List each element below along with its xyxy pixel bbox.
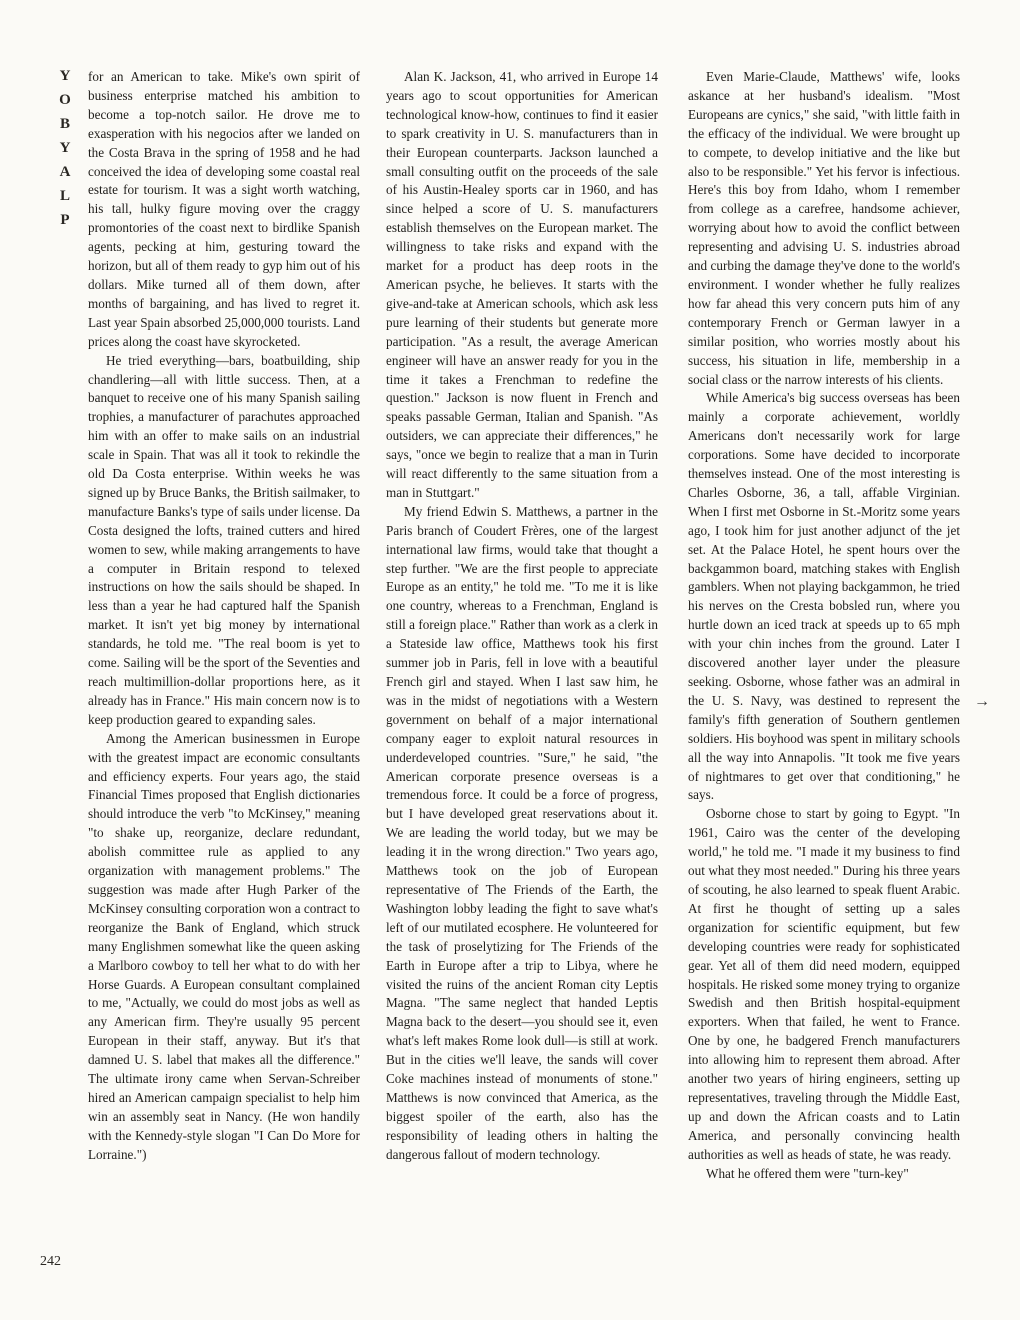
magazine-title-letter: P (60, 212, 70, 228)
paragraph: for an American to take. Mike's own spirit of business enterprise matched his ambition to become a top-notch sailor. He drove me to exasperation with his negocios after we landed on the Costa Brava in the spring of 1958 and he had conceived the idea of developing some coastal real estate for tourism. It was a sight worth watching, his tall, hulky figure moving over the craggy promontories of the coast next to birdlike Spanish agents, pecking at him, gesturing toward the horizon, but all of them ready to gyp him out of his dollars. Mike turned all of them down, after months of bargaining, and has lived to regret it. Last year Spain absorbed 25,000,000 tourists. Land prices along the coast have skyrocketed. (88, 69, 360, 349)
text-column-1 (88, 68, 360, 1284)
magazine-title-letter: O (59, 92, 71, 108)
magazine-title-letter: B (59, 116, 70, 132)
text-column-2 (386, 68, 658, 1284)
paragraph: While America's big success overseas has been mainly a corporate achievement, worldly Americans don't necessarily work for large corporations. Some have decided to incorporate themselves instead. One of the most interesting is Charles Osborne, 36, a tall, affable Virginian. When I first met Osborne in St.-Moritz some years ago, I took him for just another adjunct of the jet set. At the Palace Hotel, he spent hours over the backgammon board, matching stakes with English gamblers. When not playing backgammon, he tried his nerves on the Cresta bobsled run, where you hurtle down an iced track at speeds up to 65 mph with your chin inches from the ground. Later I discovered another layer under the pleasure seeking. Osborne, whose father was an admiral in the U. S. Navy, was destined to represent the family's fifth generation of Southern gentlemen soldiers. His boyhood was spent in military schools all the way into Annapolis. "It took me five years of nightmares to get over that conditioning," he says. (688, 390, 960, 803)
magazine-title-letter: A (59, 164, 71, 180)
paragraph: What he offered them were "turn-key" (706, 1165, 909, 1181)
page-number: 242 (40, 1254, 61, 1269)
paragraph: My friend Edwin S. Matthews, a partner in the Paris branch of Coudert Frères, one of the largest international law firms, would take that thought a step further. "We are the first people to appreciate Europe as an entity," he told me. "To me it is like one country, whereas to a Frenchman, England is still a foreign place." Rather than work as a clerk in a Stateside law office, Matthews took his first summer job in Paris, fell in love with a beautiful French girl and stayed. When I last saw him, he was in the midst of negotiations with a Western government on behalf of a major international company eager to exploit natural resources in underdeveloped countries. "Sure," he said, "the American corporate presence overseas is a tremendous force. It could be a force of progress, but I have developed great reservations about it. We are leading the world today, but we may be leading it in the wrong direction." Two years ago, Matthews took on the job of European representative of The Friends of the Earth, the Washington lobby leading the fight to save what's left of our mutilated ecosphere. He volunteered for the task of proselytizing for The Friends of the Earth in Europe after a trip to Libya, where he visited the ruins of the ancient Roman city Leptis Magna. "The same neglect that handed Leptis Magna back to the desert—you should see it, even what's left makes Rome look dull—is still at work. But in the cities we'll leave, the sands will cover Coke machines instead of monuments of stone." Matthews is now convinced that America, as the biggest spoiler of the earth, also has the responsibility of leading others in halting the dangerous fallout of modern technology. (386, 503, 658, 1162)
paragraph: Osborne chose to start by going to Egypt. "In 1961, Cairo was the center of the developing world," he told me. "I made it my business to find out what they most needed." During his three years of scouting, he also learned to speak fluent Arabic. At first he thought of setting up a sales organization for scientific equipment, but few developing countries were ready for sophisticated gear. Yet all of them did need modern, equipped hospitals. He risked some money trying to organize Swedish and then British hospital-equipment exporters. When that failed, he went to France. One by one, he badgered French manufacturers into allowing him to represent them abroad. After another two years of hiring engineers, setting up representatives, traveling through the Middle East, up and down the African coasts and to Latin America, and personally convincing health authorities as well as heads of state, he was ready. (688, 806, 960, 1162)
paragraph: He tried everything—bars, boatbuilding, ship chandlering—all with little success. Then, at a banquet to receive one of his many Spanish sailing trophies, a manufacturer of parachutes approached him with an offer to make sails on an industrial scale in Spain. That was all it took to rekindle the old Da Costa enterprise. Within weeks he was signed up by Bruce Banks, the British sailmaker, to manufacture Banks's type of sails under license. Da Costa designed the lofts, trained cutters and hired women to sew, while making arrangements to have a computer in Britain respond to telexed instructions on how the sails should be shaped. In less than a year he had captured half the Spanish market. It isn't yet big money by international standards, he told me. "The real boom is yet to come. Sailing will be the sport of the Seventies and reach multimillion-dollar proportions here, as it already has in France." His main concern now is to keep production geared to expanding sales. (88, 352, 360, 727)
arrow-icon: → (974, 693, 990, 710)
paragraph: Among the American businessmen in Europe with the greatest impact are economic consultants and efficiency experts. Four years ago, the staid Financial Times proposed that English dictionaries should introduce the verb "to McKinsey," meaning "to shake up, reorganize, declare redundant, abolish committee rule as applied to any organization with management problems." The suggestion was made after Hugh Parker of the McKinsey consulting corporation won a contract to reorganize the Bank of England, which struck many Englishmen somewhat like the queen asking a Marlboro cowboy to tell her what to do with her Horse Guards. A European consultant complained to me, "Actually, we could do most jobs as well as any American firm. They're usually 95 percent European in their staff, anyway. But it's that damned U. S. label that makes all the difference." The ultimate irony came when Servan-Schreiber hired an American campaign specialist to help him win an assembly seat in Nancy. (He won handily with the Kennedy-style slogan "I Can Do More for Lorraine.") (88, 730, 360, 1162)
magazine-title (56, 64, 74, 232)
paragraph: Alan K. Jackson, 41, who arrived in Europe 14 years ago to scout opportunities for American technological know-how, continues to find it easier to spark creativity in U. S. manufacturers than in their European counterparts. Jackson launched a small consulting outfit on the proceeds of the sale of his Austin-Healey sports car in 1960, and has since helped a score of U. S. manufacturers establish themselves on the European market. The willingness to take risks and expand with the market for a product has deep roots in the American psyche, he believes. It starts with the give-and-take at American schools, which ask less pure learning of their students but generate more participation. "As a result, the average American engineer will have an answer ready for you in the time it takes a Frenchman to redefine the question." Jackson is now fluent in French and speaks passable German, Italian and Spanish. "As outsiders, we can appreciate their differences," he says, "once we begin to realize that a man in Turin will react differently to the same situation from a man in Stuttgart." (386, 69, 658, 500)
magazine-title-letter: Y (59, 68, 71, 84)
magazine-title-letter: L (59, 188, 70, 204)
text-column-3 (688, 68, 960, 1284)
article-body (88, 68, 968, 1284)
paragraph: Even Marie-Claude, Matthews' wife, looks askance at her husband's idealism. "Most Europeans are cynics," she said, "with little faith in the efficacy of the individual. We were brought up to compete, to develop initiative and the like but also to be responsible." Yet his fervor is infectious. Here's this boy from Idaho, whom I remember from college as a carefree, handsome achiever, worrying about how to avoid the conflict between representing and advising U. S. industries abroad and curbing the damage they've done to the world's environment. I wonder whether he fully realizes how far ahead this very concern puts him of any contemporary French or German lawyer in a similar position, who worries mostly about his success, his situation in life, membership in a social class or the narrow interests of his clients. (688, 69, 960, 387)
magazine-title-letter: Y (59, 140, 71, 156)
